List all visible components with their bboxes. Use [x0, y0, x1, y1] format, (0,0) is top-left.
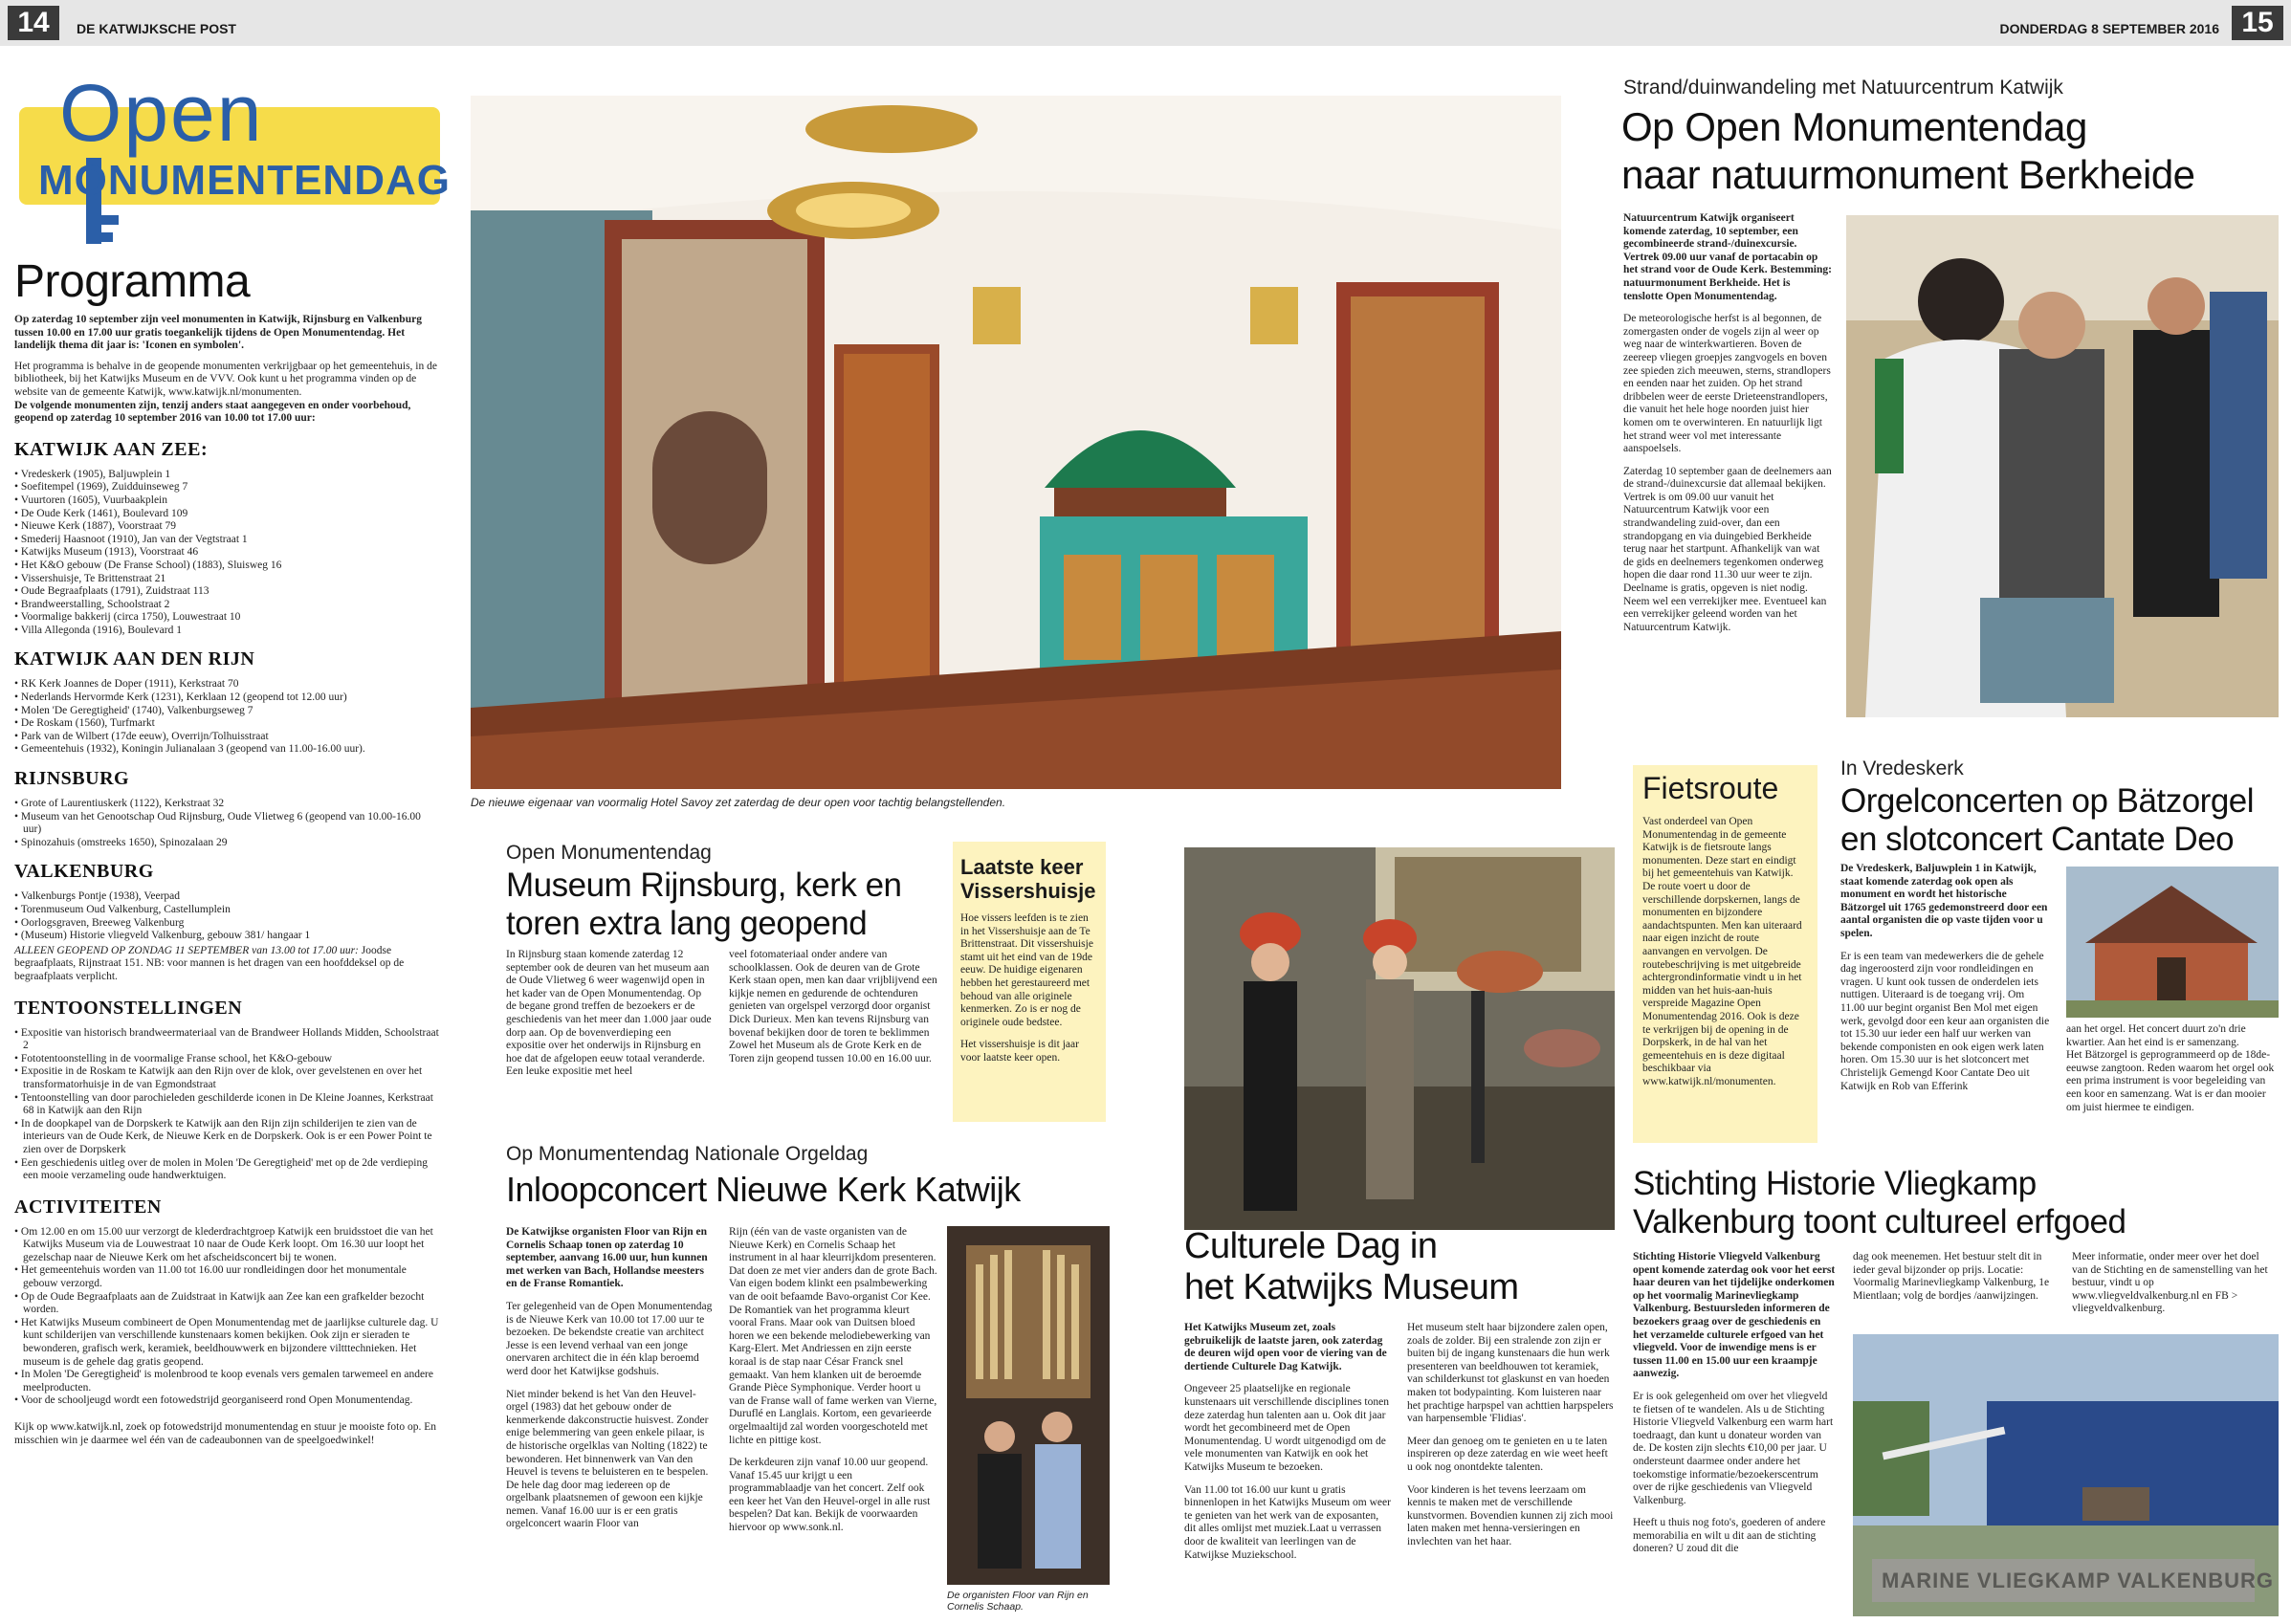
orgel-col1-p1: Ter gelegenheid van de Open Monumentendag is de Nieuwe Kerk van 10.00 tot 17.00 uur te bezoeken. De bekendste creatie van architect Jesse is een levend verhaal van een jonge onervaren architect die in één klap beroemd werd door het Katwijkse godshuis. [506, 1300, 713, 1377]
organists-illustration [947, 1226, 1110, 1585]
rijnsburg-title-line1: Museum Rijnsburg, kerk en [506, 867, 902, 904]
list-item: • Om 12.00 en om 15.00 uur verzorgt de klederdrachtgroep Katwijk een bruidsstoet die van het Katwijks Museum via de Louwestraat 10 naar de Oude Kerk loopt. Om 16.30 uur loopt het gezelschap naar de Nieuwe Kerk om het afscheidsconcert bij te wonen. [14, 1226, 440, 1265]
list-item: • Tentoonstelling van door parochieleden geschilderde iconen in De Kleine Joannes, Kerkstraat 68 in Katwijk aan den Rijn [14, 1092, 440, 1118]
berkheide-title-line2: naar natuurmonument Berkheide [1621, 152, 2195, 197]
vredeskerk-col1 [1840, 863, 2051, 1093]
vredeskerk-p1: Er is een team van medewerkers die de gehele dag ingeroosterd zijn voor rondleidingen en vragen. U kunt ook tussen de onderdelen iets nuttigen. Uiteraard is de toegang vrij. Om 11.00 uur begint organist Ben Mol met eigen werk, gevolgd door een keur aan organisten die tot 15.30 uur ieder een half uur werken van bekende componisten en ook eigen werk laten horen. Om 15.30 uur is het slotconcert met Christelijk Gemengd Koor Cantate Deo uit Katwijk en Rob van Efferink [1840, 950, 2050, 1092]
orgel-kicker: Op Monumentendag Nationale Orgeldag [506, 1143, 869, 1165]
section-katwijk-zee: KATWIJK AAN ZEE: [14, 438, 209, 460]
museum-title-line2: het Katwijks Museum [1184, 1267, 1519, 1307]
berkheide-p2: Zaterdag 10 september gaan de deelnemers aan de strand-/duinexcursie dat allemaal bekijken. Vertrek is om 09.00 uur vanuit het Natuurcentrum Katwijk voor een strandwandeling zuid-over, dan een strandopgang en via duingebied Berkheide terug naar het startpunt. Afhankelijk van wat de gids en deelnemers tegenkomen onderweg hopen die daar rond 11.30 uur weer te zijn. Deelname is gratis, opgeven is niet nodig. Neem wel een verrekijker mee. Eventueel kan een verrekijker geleend worden van het Natuurcentrum Katwijk. [1623, 465, 1832, 633]
museum-col2-p2: Meer dan genoeg om te genieten en u te laten inspireren op deze zaterdag en wie weet heeft u ook nog onontdekte talenten. [1407, 1435, 1608, 1473]
list-item: • Op de Oude Begraafplaats aan de Zuidstraat in Katwijk aan Zee kan een grafkelder bezocht worden. [14, 1291, 440, 1317]
page-number-right: 15 [2232, 6, 2283, 40]
vissershuisje-box [953, 842, 1106, 1122]
rijnsburg-title-line2: toren extra lang geopend [506, 905, 868, 942]
vissershuisje-title-line1: Laatste keer [960, 855, 1084, 879]
list-item: • Nieuwe Kerk (1887), Voorstraat 79 [14, 520, 440, 534]
orgel-col1 [506, 1226, 715, 1531]
beach-group-illustration [1846, 215, 2279, 717]
vredeskerk-p3: Het Bätzorgel is geprogrammeerd op de 18de-eeuwse zangtoon. Reden waarom het orgel ook een prima instrument is voor begeleiding van een koor en samenzang. Wat is er dan mooier om juist hiermee te eindigen. [2066, 1049, 2275, 1113]
list-tentoonstellingen [14, 1027, 440, 1183]
list-item: • Expositie van historisch brandweermateriaal van de Brandweer Hollands Midden, Schoolstraat 2 [14, 1027, 440, 1053]
zondag-text: Joodse begraafplaats, Rijnstraat 151. NB: voor mannen is het dragen van een hoofddeksel op de begraafplaats verplicht. [14, 944, 405, 982]
list-item: • Valkenburgs Pontje (1938), Veerpad [14, 890, 440, 904]
vredeskerk-lead: De Vredeskerk, Baljuwplein 1 in Katwijk, staat komende zaterdag ook open als monument en wordt het historische Bätzorgel uit 1765 gedemonstreerd door een aantal organisten die op vaste tijden voor u spelen. [1840, 863, 2048, 939]
museum-title [1184, 1226, 1519, 1308]
museum-hats-illustration [1184, 847, 1615, 1230]
section-katwijk-rijn: KATWIJK AAN DEN RIJN [14, 648, 255, 670]
list-item: • Gemeentehuis (1932), Koningin Julianalaan 3 (geopend van 11.00-16.00 uur). [14, 743, 440, 757]
list-item: • Katwijks Museum (1913), Voorstraat 46 [14, 546, 440, 560]
vredeskerk-kicker: In Vredeskerk [1840, 757, 1964, 779]
vredeskerk-photo [2066, 867, 2279, 1018]
list-item: • Een geschiedenis uitleg over de molen in Molen 'De Geregtigheid' met op de 2de verdieping een mooie verzameling oude handwerktuigen. [14, 1157, 440, 1183]
orgel-col1-p2: Niet minder bekend is het Van den Heuvel-orgel (1983) dat het gebouw onder de kenmerkende dakconstructie huisvest. Zonder enige belemmering van geen enkele pilaar, is de historische orgelklas van Nolting (1822) te bewonderen. Het binnenwerk van Van den Heuvel is tevens te beluisteren en te bespelen. De hele dag door mag iedereen op de orgelbank plaatsnemen of gewoon een kijkje nemen. Vanaf 16.00 uur is er een gratis orgelconcert waarin Floor van [506, 1388, 709, 1530]
list-valkenburg [14, 890, 440, 942]
vliegkamp-col2: dag ook meenemen. Het bestuur stelt dit in ieder geval bijzonder op prijs. Locatie: Voormalig Marinevliegkamp Valkenburg, 1e Mientlaan; volg de bordjes /aanwijzingen. [1853, 1251, 2050, 1302]
list-item: • Smederij Haasnoot (1910), Jan van der Vegtstraat 1 [14, 534, 440, 547]
orgel-col1-lead: De Katwijkse organisten Floor van Rijn en Cornelis Schaap tonen op zaterdag 10 september, aanvang 16.00 uur, hun kunnen met werken van Bach, Hollandse meesters en de Franse Romantiek. [506, 1226, 708, 1290]
orgel-col2-p2: De kerkdeuren zijn vanaf 10.00 uur geopend. Vanaf 15.45 uur krijgt u een programmablaadje van het concert. Zelf ook een keer het Van den Heuvel-orgel in alle rust bespelen? Dat kan. Bekijk de voorwaarden hiervoor op www.sonk.nl. [729, 1457, 931, 1534]
vredeskerk-p2: aan het orgel. Het concert duurt zo'n drie kwartier. Aan het eind is er samenzang. [2066, 1023, 2246, 1048]
list-item: • Torenmuseum Oud Valkenburg, Castellumplein [14, 904, 440, 917]
list-item: • Fototentoonstelling in de voormalige Franse school, het K&O-gebouw [14, 1053, 440, 1066]
vliegkamp-sign: MARINE VLIEGKAMP VALKENBURG [1882, 1569, 2274, 1592]
rijnsburg-kicker: Open Monumentendag [506, 842, 712, 864]
logo-open: Open [59, 68, 264, 158]
list-item: • Nederlands Hervormde Kerk (1231), Kerklaan 12 (geopend tot 12.00 uur) [14, 691, 440, 705]
vredeskerk-col2 [2066, 1023, 2279, 1114]
museum-col1-p2: Van 11.00 tot 16.00 uur kunt u gratis binnenlopen in het Katwijks Museum om weer te genieten van het werk van de exposanten, dit alles omlijst met muziek.Laat u verrassen door de kwaliteit van leerlingen van de Katwijkse Muziekschool. [1184, 1483, 1391, 1561]
list-item: • In Molen 'De Geregtigheid' is molenbrood te koop evenals vers gemalen tarwemeel en andere meelproducten. [14, 1369, 440, 1394]
logo-monumentendag: MONUMENTENDAG [38, 157, 451, 204]
header-date: DONDERDAG 8 SEPTEMBER 2016 [1999, 21, 2219, 36]
vliegkamp-title-line2: Valkenburg toont cultureel erfgoed [1633, 1203, 2126, 1240]
berkheide-title [1621, 103, 2195, 199]
open-monumentendag-logo [19, 68, 451, 249]
vissershuisje-title-line2: Vissershuisje [960, 879, 1096, 903]
list-katwijk-zee [14, 469, 440, 638]
section-rijnsburg: RIJNSBURG [14, 768, 130, 790]
list-item: • Vuurtoren (1605), Vuurbaakplein [14, 494, 440, 508]
berkheide-kicker: Strand/duinwandeling met Natuurcentrum Katwijk [1623, 77, 2063, 99]
section-tentoonstellingen: TENTOONSTELLINGEN [14, 997, 243, 1019]
list-katwijk-rijn [14, 678, 440, 757]
main-photo-hotel-savoy [471, 96, 1561, 789]
list-item: • Spinozahuis (omstreeks 1650), Spinozalaan 29 [14, 837, 440, 850]
list-item: • Voor de schooljeugd wordt een fotowedstrijd georganiseerd rond Open Monumentendag. [14, 1394, 440, 1408]
list-item: • Het gemeentehuis worden van 11.00 tot 16.00 uur rondleidingen door het monumentale gebouw verzorgd. [14, 1264, 440, 1290]
vissershuisje-text: Hoe vissers leefden is te zien in het Vissershuisje aan de Te Brittenstraat. Dit vissershuisje stamt uit het eind van de 19de eeuw. De huidige eigenaren hebben het gerestaureerd met behoud van alle originele kenmerken. Zo is er nog de originele oude bedstee. [960, 912, 1093, 1028]
list-item: • Voormalige bakkerij (circa 1750), Louwestraat 10 [14, 611, 440, 625]
page-number-left: 14 [8, 6, 59, 40]
vissershuisje-title [960, 855, 1098, 903]
list-item: • Soefitempel (1969), Zuidduinseweg 7 [14, 481, 440, 494]
vredeskerk-title-line1: Orgelconcerten op Bätzorgel [1840, 782, 2255, 820]
zondag-italic: ALLEEN GEOPEND OP ZONDAG 11 SEPTEMBER van 13.00 tot 17.00 uur: [14, 944, 359, 956]
museum-col1-lead: Het Katwijks Museum zet, zoals gebruikelijk de laatste jaren, ook zaterdag de deuren wijd open voor de viering van de dertiende Culturele Dag Katwijk. [1184, 1322, 1387, 1372]
vliegkamp-lead: Stichting Historie Vliegveld Valkenburg opent komende zaterdag ook voor het eerst haar deuren van het tijdelijke onderkomen op het voormalig Marinevliegkamp Valkenburg. Bestuursleden informeren de bezoekers graag over de geschiedenis en het verzamelde culturele erfgoed van het vliegveld. Voor de inwendige mens is er tussen 11.00 en 15.00 uur een kraampje aanwezig. [1633, 1251, 1836, 1380]
museum-photo [1184, 847, 1615, 1230]
zondag-note [14, 945, 440, 984]
list-activiteiten [14, 1226, 440, 1408]
main-photo-caption: De nieuwe eigenaar van voormalig Hotel Savoy zet zaterdag de deur open voor tachtig belangstellenden. [471, 796, 1006, 809]
museum-col2-p3: Voor kinderen is het tevens leerzaam om kennis te maken met de verschillende kunstvormen. Bovendien kunnen zij zich mooi laten maken met henna-versieringen en invlechten van het haar. [1407, 1483, 1614, 1547]
list-item: • Park van de Wilbert (17de eeuw), Overrijn/Tolhuisstraat [14, 731, 440, 744]
section-activiteiten: ACTIVITEITEN [14, 1196, 162, 1218]
berkheide-lead: Natuurcentrum Katwijk organiseert komende zaterdag, 10 september, een gecombineerde strand-/duinexcursie. Vertrek 09.00 uur vanaf de portacabin op het strand voor de Oude Kerk. Bestemming: natuurmonument Berkheide. Het is tenslotte Open Monumentendag. [1623, 212, 1832, 302]
orgel-title: Inloopconcert Nieuwe Kerk Katwijk [506, 1170, 1021, 1209]
list-item: • Grote of Laurentiuskerk (1122), Kerkstraat 32 [14, 798, 440, 811]
church-illustration [2066, 867, 2279, 1018]
programma-intro: Het programma is behalve in de geopende monumenten verkrijgbaar op het gemeentehuis, in de bibliotheek, bij het Katwijks Museum en de VVV. Ook kunt u het programma vinden op de website van de gemeente Katwijk, www.katwijk.nl/monumenten. [14, 360, 437, 398]
vliegkamp-title [1633, 1165, 2126, 1241]
museum-title-line1: Culturele Dag in [1184, 1226, 1438, 1266]
section-valkenburg: VALKENBURG [14, 861, 154, 883]
list-item: • Vredeskerk (1905), Baljuwplein 1 [14, 469, 440, 482]
museum-col2 [1407, 1322, 1616, 1549]
list-item: • Villa Allegonda (1916), Boulevard 1 [14, 625, 440, 638]
fietsroute-title: Fietsroute [1642, 771, 1779, 805]
museum-col1 [1184, 1322, 1393, 1562]
list-item: • Brandweerstalling, Schoolstraat 2 [14, 599, 440, 612]
list-item: • De Oude Kerk (1461), Boulevard 109 [14, 508, 440, 521]
paper-name: DE KATWIJKSCHE POST [77, 21, 236, 36]
list-item: • Het K&O gebouw (De Franse School) (1883), Sluisweg 16 [14, 560, 440, 573]
list-item: • Oude Begraafplaats (1791), Zuidstraat 113 [14, 585, 440, 599]
vliegkamp-p1: Er is ook gelegenheid om over het vliegveld te fietsen of te wandelen. Als u de Stichting Historie Vliegveld Valkenburg een warm hart toedraagt, dan kunt u donateur worden van de. De kosten zijn slechts €10,00 per jaar. U ondersteunt daarmee onder andere het toekomstige informatie/bezoekerscentrum over de rijke geschiedenis van Vliegveld Valkenburg. [1633, 1390, 1834, 1506]
hotel-interior-illustration [471, 96, 1561, 789]
rijnsburg-col1: In Rijnsburg staan komende zaterdag 12 september ook de deuren van het museum aan de Oude Vlietweg 6 weer wagenwijd open in het kader van de Open Monumentendag. Op de begane grond treffen de bezoekers er de geschiedenis van het meer dan 1.000 jaar oude dorp aan. Op de bovenverdieping een expositie over het onderwijs in Rijnsburg en hoe dat de afgelopen eeuw totaal veranderde. Een leuke expositie met heel [506, 949, 712, 1078]
list-item: • Expositie in de Roskam te Katwijk aan den Rijn over de klok, over gevelstenen en over het transformatorhuisje in de van Egmondstraat [14, 1065, 440, 1091]
page-header [0, 0, 2291, 46]
programma-intro-bold: Op zaterdag 10 september zijn veel monumenten in Katwijk, Rijnsburg en Valkenburg tussen 10.00 en 17.00 uur gratis toegankelijk tijdens de Open Monumentendag. Het landelijk thema dit jaar is: 'Iconen en symbolen'. [14, 314, 422, 352]
rijnsburg-title [506, 867, 902, 943]
berkheide-p1: De meteorologische herfst is al begonnen, de zomergasten onder de vogels zijn al weer op weg naar de winterkwartieren. Boven de zeereep vliegen groepjes zangvogels en boven zee spieden zich meeuwen, sterns, strandlopers en eenden naar het zuiden. Op het strand dribbelen weer de eerste Drieteenstrandlopers, die vanuit het hele hoge noorden juist hier komen om te overwinteren. En natuurlijk ligt het strand weer vol met interessante aanspoelsels. [1623, 313, 1831, 455]
organists-caption: De organisten Floor van Rijn en Cornelis Schaap. [947, 1590, 1089, 1613]
museum-col1-p1: Ongeveer 25 plaatselijke en regionale kunstenaars uit verschillende disciplines tonen deze zaterdag hun talenten aan u. Ook dit jaar wordt het gecombineerd met de Open Monumentendag. U wordt uitgenodigd om de vele monumenten van Katwijk en ook het Katwijks Museum te bezoeken. [1184, 1383, 1389, 1473]
programma-footer: Kijk op www.katwijk.nl, zoek op fotowedstrijd monumentendag en stuur je mooiste foto op. En misschien win je daarmee wel één van de cadeaubonnen van de speelgoedwinkel! [14, 1421, 436, 1446]
list-item: • De Roskam (1560), Turfmarkt [14, 717, 440, 731]
orgel-col2-p1: Rijn (één van de vaste organisten van de Nieuwe Kerk) en Cornelis Schaap het instrument in al haar kleurrijkdom presenteren. Dat doen ze met vier anders dan de grote Bach. Van eigen bodem klinkt een psalmbewerking van de ooit befaamde Bavo-organist Cor Kee. De Romantiek van het programma kleurt vooral Frans. Maar ook van Duitsen bloed horen we een bekende melodiebewerking van Karg-Elert. Met Andriessen en zijn eerste koraal is de stap naar César Franck snel gemaakt. Van hem klanken uit de beroemde Grande Pièce Symphonique. Verder hoort u van de Franse wall of fame werken van Vierne, Duruflé en Langlais. Kortom, een gevarieerde orgelmaaltijd zal worden voorgeschoteld met lichte en pittige kost. [729, 1226, 937, 1446]
vliegkamp-p2: Heeft u thuis nog foto's, goederen of andere memorabilia en wilt u dit aan de stichting doneren? U zoud dit die [1633, 1517, 1826, 1555]
list-item: • RK Kerk Joannes de Doper (1911), Kerkstraat 70 [14, 678, 440, 691]
berkheide-text [1623, 212, 1832, 634]
programma-intro-bold2: De volgende monumenten zijn, tenzij anders staat aangegeven en onder voorbehoud, geopend op zaterdag 10 september 2016 van 10.00 tot 17.00 uur: [14, 399, 411, 425]
vredeskerk-title [1840, 782, 2254, 859]
fietsroute-box [1633, 765, 1817, 1143]
berkheide-photo [1846, 215, 2279, 717]
list-item: • Molen 'De Geregtigheid' (1740), Valkenburgseweg 7 [14, 705, 440, 718]
programma-title: Programma [14, 256, 251, 307]
rijnsburg-col2: veel fotomateriaal onder andere van schoolklassen. Ook de deuren van de Grote Kerk staan open, men kan daar vrijblijvend een kijkje nemen en gedurende de ochtenduren genieten van orgelspel verzorgd door organist Dick Durieux. Men kan tevens Rijnsburg van bovenaf bekijken door de toren te beklimmen Zowel het Museum als de Grote Kerk en de Toren zijn geopend tussen 10.00 en 16.00 uur. [729, 949, 937, 1064]
fietsroute-text: Vast onderdeel van Open Monumentendag in de gemeente Katwijk is de fietsroute langs monumenten. Deze start en eindigt bij het gemeentehuis van Katwijk. De route voert u door de verschillende dorpskernen, langs de monumenten en bijzondere aandachtspunten. Men kan uiteraard naar eigen inzicht de route aanvangen en vervolgen. De routebeschrijving is met uitgebreide achtergrondinformatie vindt u in het midden van het huis-aan-huis verspreide Magazine Open Monumentendag 2016. Ook is deze te verkrijgen bij de opening in de Dorpskerk, in de hal van het gemeentehuis en is deze digitaal beschikbaar via www.katwijk.nl/monumenten. [1642, 816, 1802, 1087]
list-item: • Oorlogsgraven, Breeweg Valkenburg [14, 917, 440, 931]
vredeskerk-title-line2: en slotconcert Cantate Deo [1840, 821, 2235, 858]
museum-col2-p1: Het museum stelt haar bijzondere zalen open, zoals de zolder. Bij een stralende zon zijn er buiten bij de ingang kunstenaars die hun werk presenteren van beeldhouwen tot keramiek, van schilderkunst tot glaskunst en van hoeden maken tot bodypainting. Kom luisteren naar het prachtige harpspel van achttien harpspelers van harpensemble 'Flidias'. [1407, 1322, 1614, 1425]
vliegkamp-col3: Meer informatie, onder meer over het doel van de Stichting en de samenstelling van het bestuur, vindt u op www.vliegveldvalkenburg.nl en FB > vliegveldvalkenburg. [2072, 1251, 2268, 1315]
list-item: • Vissershuisje, Te Brittenstraat 21 [14, 573, 440, 586]
vliegkamp-photo [1853, 1334, 2279, 1616]
list-item: • In de doopkapel van de Dorpskerk te Katwijk aan den Rijn zijn schilderijen te zien van de interieurs van de Oude Kerk, de Nieuwe Kerk en de Dorpskerk. Ook is er een Power Point te zien over de Dorpskerk [14, 1118, 440, 1157]
list-item: • Het Katwijks Museum combineert de Open Monumentendag met de jaarlijkse culturele dag. U kunt schilderijen van verschillende kunstenaars komen bekijken. Ook zijn er sieraden te bewonderen, grafisch werk, keramiek, beeldhouwwerk en bijzondere viltttechnieken. Het museum is de gehele dag gratis geopend. [14, 1317, 440, 1369]
vliegkamp-col1 [1633, 1251, 1836, 1556]
vliegkamp-title-line1: Stichting Historie Vliegkamp [1633, 1165, 2037, 1202]
berkheide-title-line1: Op Open Monumentendag [1621, 104, 2087, 149]
organists-photo [947, 1226, 1110, 1585]
programma-column [14, 256, 440, 1447]
list-item: • (Museum) Historie vliegveld Valkenburg, gebouw 381/ hangaar 1 [14, 930, 440, 943]
orgel-col2 [729, 1226, 937, 1535]
vissershuisje-text2: Het vissershuisje is dit jaar voor laatste keer open. [960, 1039, 1079, 1064]
list-item: • Museum van het Genootschap Oud Rijnsburg, Oude Vlietweg 6 (geopend van 10.00-16.00 uur) [14, 811, 440, 837]
list-rijnsburg [14, 798, 440, 849]
